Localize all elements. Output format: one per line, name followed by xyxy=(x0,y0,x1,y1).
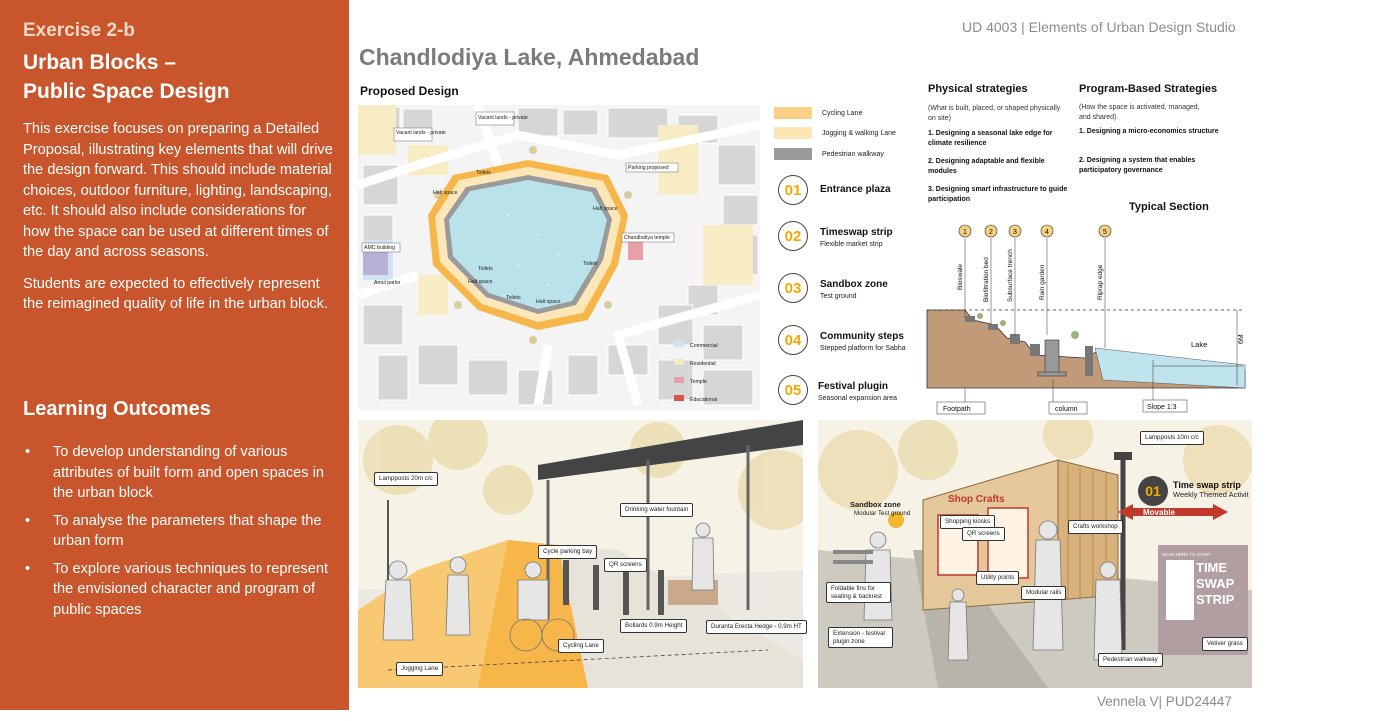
map-label: Toilets xyxy=(476,170,491,176)
slope-label: Slope 1:3 xyxy=(1147,404,1177,411)
svg-text:4: 4 xyxy=(1045,229,1049,236)
proposed-view-time-swap-strip xyxy=(818,420,1252,688)
lake-label: Lake xyxy=(1191,340,1208,349)
legend-label: Jogging & walking Lane xyxy=(822,130,896,137)
learning-outcomes-heading: Learning Outcomes xyxy=(23,398,211,420)
map-label: Amul parlor xyxy=(374,280,401,286)
bullet-icon: • xyxy=(25,512,31,529)
map-label: Halt space xyxy=(593,206,618,212)
intro-paragraph-1: This exercise focuses on preparing a Detailed Proposal, illustrating key elements that will drive the design forward. This should include material choices, outdoor furniture, lighting, landscaping, etc. It should also include considerations for how the space can be used at different times of the day and across seasons. xyxy=(23,121,333,260)
zone-subtitle: Stepped platform for Sabha xyxy=(820,345,906,352)
view-label: Pedestrian walkway xyxy=(1098,653,1163,667)
svg-text:STRIP: STRIP xyxy=(1196,592,1235,607)
view-label: Drinking water fountain xyxy=(620,503,693,517)
view-label: Crafts workshop xyxy=(1068,520,1123,534)
view-label: QR screens xyxy=(604,558,647,572)
physical-strategy-item: 1. Designing a seasonal lake edge for climate resilience xyxy=(928,130,1053,147)
movable-label: Movable xyxy=(1143,508,1176,517)
physical-strategy-item: 2. Designing adaptable and flexible modules xyxy=(928,158,1045,175)
view-label: Vetiver grass xyxy=(1202,637,1248,651)
svg-text:Rain garden: Rain garden xyxy=(1039,264,1046,300)
view-label: Jogging Lane xyxy=(396,662,443,676)
view-label: Cycling Lane xyxy=(558,639,604,653)
time-swap-number: 01 xyxy=(1138,476,1168,506)
zone-number: 04 xyxy=(778,325,808,355)
time-swap-title: Time swap strip xyxy=(1173,480,1241,490)
map-label: Toilets xyxy=(583,261,598,267)
svg-text:Subsurface trench: Subsurface trench xyxy=(1007,249,1014,302)
bullet-icon: • xyxy=(25,444,31,460)
title-line-2: Public Space Design xyxy=(23,80,230,103)
course-code: UD 4003 | Elements of Urban Design Studio xyxy=(962,19,1236,35)
legend-label: Cycling Lane xyxy=(822,110,863,117)
outcome-item: • To explore various techniques to represent the envisioned character and program of public spaces xyxy=(25,560,329,618)
proposed-design-heading: Proposed Design xyxy=(360,84,459,98)
svg-text:5: 5 xyxy=(1103,229,1107,236)
legend-label: Pedestrian walkway xyxy=(822,151,884,158)
zone-number: 01 xyxy=(778,175,808,205)
physical-strategy-item: 3. Designing smart infrastructure to guide participation xyxy=(928,186,1068,203)
view-label: Cycle parking bay xyxy=(538,545,597,559)
map-label: Halt space xyxy=(536,299,561,305)
map-label: Halt space xyxy=(468,279,493,285)
view-label: Modular Test ground xyxy=(854,510,911,517)
physical-strategies-heading: Physical strategies xyxy=(928,83,1028,95)
zone-number: 03 xyxy=(778,273,808,303)
view-label: Duranta Erecta Hedge - 0.9m HT xyxy=(706,620,807,634)
svg-text:2: 2 xyxy=(989,229,993,236)
map-label: Toilets xyxy=(478,266,493,272)
svg-text:Temple: Temple xyxy=(690,379,707,385)
svg-text:SWAP: SWAP xyxy=(1196,576,1235,591)
program-strategy-item: 2. Designing a system that enables participatory governance xyxy=(1079,157,1196,174)
svg-text:Educational: Educational xyxy=(690,397,718,403)
typical-section-heading: Typical Section xyxy=(1129,201,1209,213)
cycling-lane-swatch xyxy=(774,107,812,119)
view-label: Modular rails xyxy=(1021,586,1066,600)
svg-text:Commercial: Commercial xyxy=(690,343,718,349)
title-line-1: Urban Blocks – xyxy=(23,51,176,74)
walkway-swatch xyxy=(774,148,812,160)
author-footer: Vennela V| PUD24447 xyxy=(1097,694,1232,709)
view-label: Foldable fins for seating & backrest xyxy=(826,582,891,603)
outcome-item: • To develop understanding of various attributes of built form and open spaces in the urban block xyxy=(25,444,324,501)
footpath-label: Footpath xyxy=(943,406,971,413)
svg-text:SCAN HERE TO START: SCAN HERE TO START xyxy=(1162,552,1212,557)
map-label: Parking proposed xyxy=(628,165,669,171)
zone-subtitle: Flexible market strip xyxy=(820,241,883,248)
zone-title: Entrance plaza xyxy=(820,184,891,195)
left-info-panel xyxy=(0,0,349,710)
column-label: column xyxy=(1055,406,1078,413)
exercise-label: Exercise 2-b xyxy=(23,20,135,41)
site-plan-map xyxy=(358,105,760,410)
map-label: Vacant lands - private xyxy=(396,130,446,136)
view-label: Lampposts 20m c/c xyxy=(374,472,438,486)
shop-crafts-sign: Shop Crafts xyxy=(948,494,1005,505)
svg-text:TIME: TIME xyxy=(1196,560,1228,575)
view-label: QR screens xyxy=(962,527,1005,541)
height-label: 6M xyxy=(1238,334,1245,344)
program-strategies-heading: Program-Based Strategies xyxy=(1079,83,1218,95)
map-label: Vacant lands - private xyxy=(478,115,528,121)
learning-outcomes-list xyxy=(23,442,335,627)
svg-text:Biofiltration bed: Biofiltration bed xyxy=(983,257,990,302)
zone-title: Festival plugin xyxy=(818,381,889,392)
svg-text:3: 3 xyxy=(1013,229,1017,236)
svg-text:Residential: Residential xyxy=(690,361,716,367)
svg-text:Bioswale: Bioswale xyxy=(957,263,964,290)
physical-strategies-subtitle: (What is built, placed, or shaped physically on site) xyxy=(928,105,1061,122)
view-label: Bollards 0.9m Height xyxy=(620,619,687,633)
view-label: Shopping kiosks xyxy=(940,515,995,529)
proposed-view-cycling-lane xyxy=(358,420,803,688)
page-title: Chandlodiya Lake, Ahmedabad xyxy=(359,44,700,70)
svg-text:1: 1 xyxy=(963,229,967,236)
jogging-lane-swatch xyxy=(774,127,812,139)
bullet-icon: • xyxy=(25,560,31,577)
zone-number: 02 xyxy=(778,221,808,251)
intro-paragraph-2: Students are expected to effectively represent the reimagined quality of life in the urban block. xyxy=(23,275,329,312)
outcome-item: • To analyse the parameters that shape the urban form xyxy=(25,512,322,549)
view-label: Lampposts 10m c/c xyxy=(1140,431,1204,445)
typical-section-drawing xyxy=(925,220,1255,415)
zone-title: Community steps xyxy=(820,331,904,342)
zone-subtitle: Seasonal expansion area xyxy=(818,395,898,402)
zone-subtitle: Test ground xyxy=(820,293,857,300)
exercise-title xyxy=(23,48,323,106)
map-label: AMC building xyxy=(364,245,395,251)
time-swap-subtitle: Weekly Themed Activit xyxy=(1173,490,1249,499)
program-strategies-subtitle: (How the space is activated, managed, and shared) xyxy=(1079,104,1200,121)
zone-title: Timeswap strip xyxy=(820,227,893,238)
map-label: Chandlodiya temple xyxy=(624,235,670,241)
zone-title: Sandbox zone xyxy=(820,279,888,290)
view-label: Sandbox zone xyxy=(850,500,901,509)
view-label: Utility points xyxy=(976,571,1019,585)
map-label: Toilets xyxy=(506,295,521,301)
view-label: Extension - festival plugin zone xyxy=(828,627,893,648)
program-strategy-item: 1. Designing a micro-economics structure xyxy=(1079,128,1219,135)
svg-text:Riprap edge: Riprap edge xyxy=(1097,264,1104,300)
intro-text xyxy=(23,119,333,326)
zone-number: 05 xyxy=(778,375,808,405)
map-label: Halt space xyxy=(433,190,458,196)
